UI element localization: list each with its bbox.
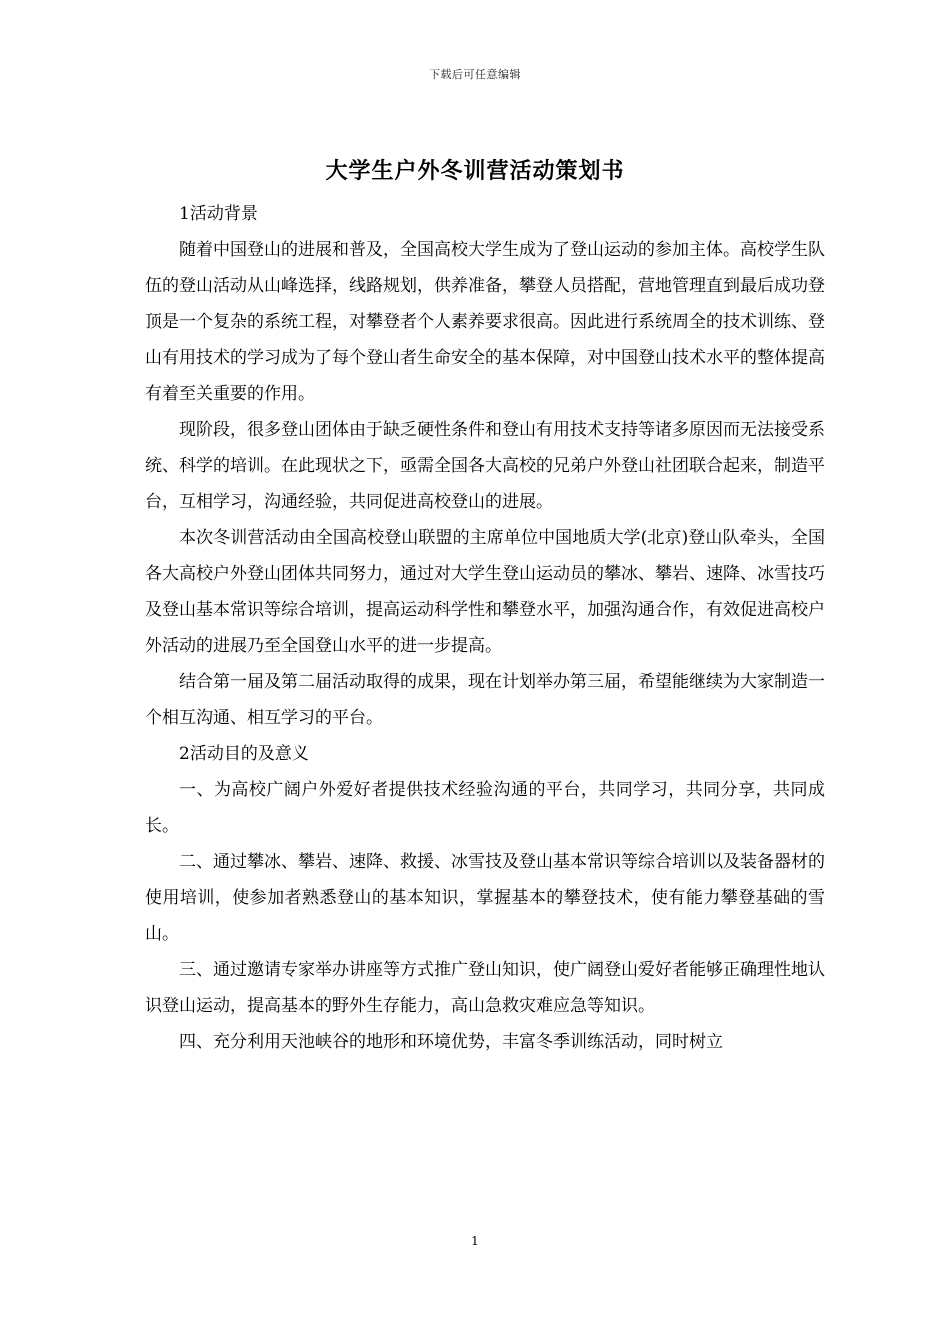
document-body — [145, 196, 825, 1060]
section-heading-background: 1活动背景 — [179, 204, 258, 224]
list-item: 一、为高校广阔户外爱好者提供技术经验沟通的平台，共同学习，共同分享，共同成长。 — [145, 780, 825, 836]
paragraph: 随着中国登山的进展和普及，全国高校大学生成为了登山运动的参加主体。高校学生队伍的登山活动从山峰选择，线路规划，供养准备，攀登人员搭配，营地管理直到最后成功登顶是一个复杂的系统工程，对攀登者个人素养要求很高。因此进行系统周全的技术训练、登山有用技术的学习成为了每个登山者生命安全的基本保障，对中国登山技术水平的整体提高有着至关重要的作用。 — [145, 240, 825, 404]
page-number: 1 — [471, 1234, 479, 1248]
section-heading-purpose: 2活动目的及意义 — [179, 744, 309, 764]
list-item: 二、通过攀冰、攀岩、速降、救援、冰雪技及登山基本常识等综合培训以及装备器材的使用培训，使参加者熟悉登山的基本知识，掌握基本的攀登技术，使有能力攀登基础的雪山。 — [145, 852, 825, 944]
list-item: 三、通过邀请专家举办讲座等方式推广登山知识，使广阔登山爱好者能够正确理性地认识登山运动，提高基本的野外生存能力，高山急救灾难应急等知识。 — [145, 960, 825, 1016]
list-item: 四、充分利用天池峡谷的地形和环境优势，丰富冬季训练活动，同时树立 — [179, 1032, 723, 1052]
paragraph: 结合第一届及第二届活动取得的成果，现在计划举办第三届，希望能继续为大家制造一个相互沟通、相互学习的平台。 — [145, 672, 825, 728]
paragraph: 本次冬训营活动由全国高校登山联盟的主席单位中国地质大学(北京)登山队牵头，全国各大高校户外登山团体共同努力，通过对大学生登山运动员的攀冰、攀岩、速降、冰雪技巧及登山基本常识等综合培训，提高运动科学性和攀登水平，加强沟通合作，有效促进高校户外活动的进展乃至全国登山水平的进一步提高。 — [145, 528, 825, 656]
paragraph: 现阶段，很多登山团体由于缺乏硬性条件和登山有用技术支持等诸多原因而无法接受系统、科学的培训。在此现状之下，亟需全国各大高校的兄弟户外登山社团联合起来，制造平台，互相学习，沟通经验，共同促进高校登山的进展。 — [145, 420, 825, 512]
document-title: 大学生户外冬训营活动策划书 — [325, 158, 625, 184]
header-note: 下载后可任意编辑 — [429, 68, 521, 81]
